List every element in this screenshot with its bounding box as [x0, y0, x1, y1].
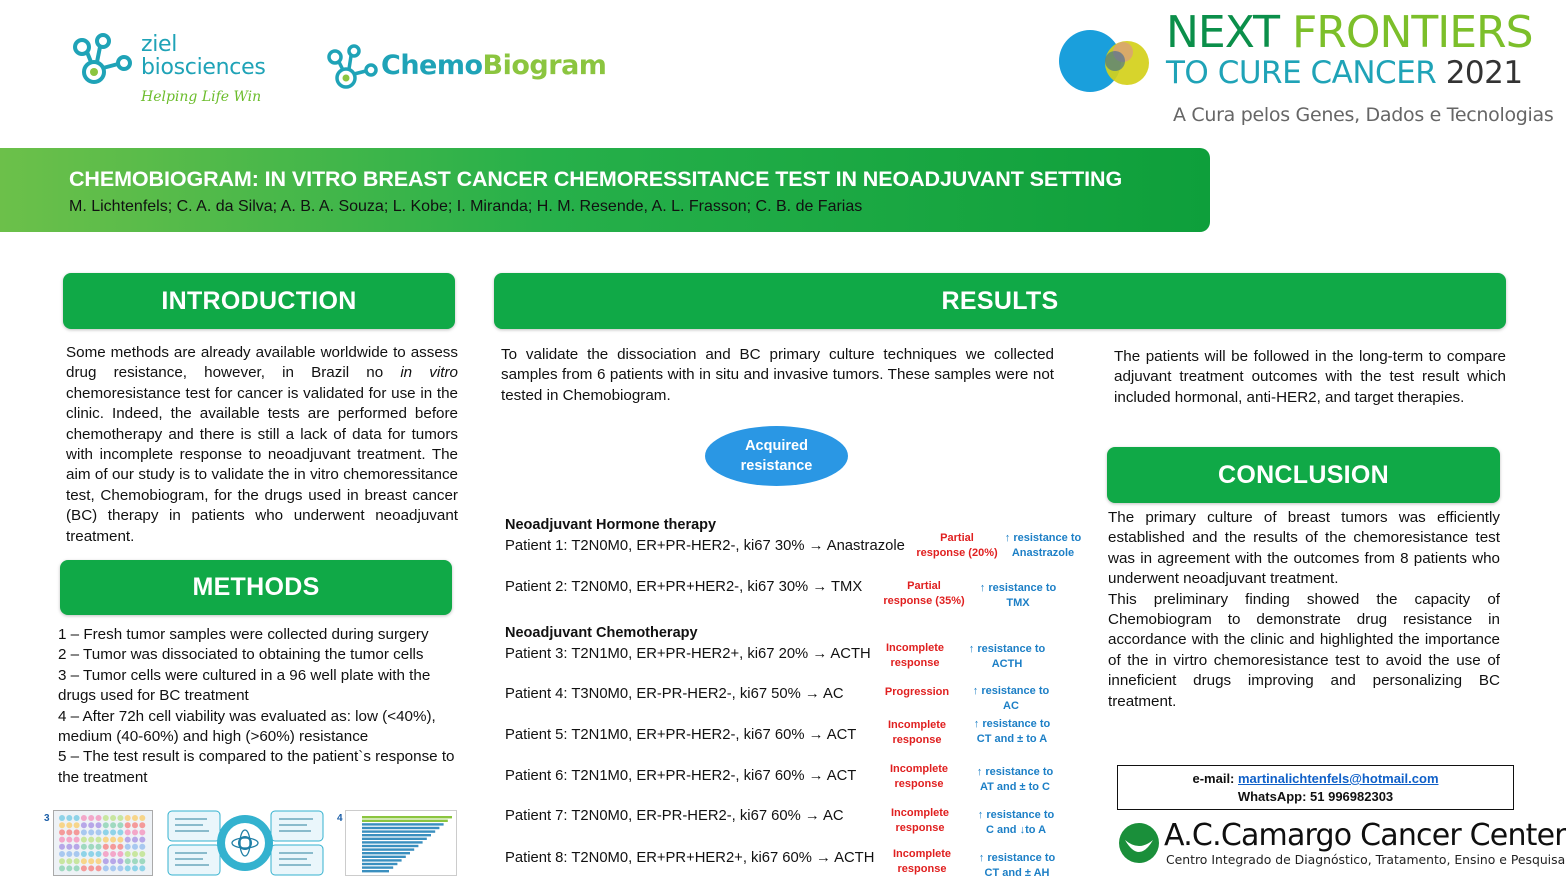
response-line2: response — [895, 822, 945, 834]
resistance-line1: ↑ resistance to — [977, 809, 1055, 821]
patient-6-response — [874, 762, 964, 792]
well-dot — [117, 851, 123, 857]
event-subtitle: A Cura pelos Genes, Dados e Tecnologias — [1173, 104, 1554, 126]
results-followup: The patients will be followed in the long-term to compare adjuvant treatment outcomes with the test result which included hormonal, anti-HER2, and target therapies. — [1114, 348, 1506, 406]
patient-4-response — [872, 685, 962, 700]
response-line1: Progression — [884, 686, 950, 698]
well-dot — [117, 844, 123, 850]
conclusion-heading: CONCLUSION — [1107, 447, 1500, 503]
introduction-text-italic: in vitro — [400, 364, 458, 382]
resistance-line1: ↑ resistance to — [976, 766, 1054, 778]
well-dot — [66, 851, 72, 857]
patient-5-response — [872, 718, 962, 748]
well-dot — [103, 858, 109, 864]
methods-step: 1 – Fresh tumor samples were collected during surgery — [58, 626, 429, 643]
well-dot — [125, 851, 131, 857]
well-dot — [74, 829, 80, 835]
patient-7-text: Patient 7: T2N0M0, ER-PR-HER2-, ki67 60% → AC — [505, 808, 844, 824]
well-dot — [110, 858, 116, 864]
mini-bar — [362, 859, 402, 861]
chemobiogram-molecule-icon — [327, 44, 379, 90]
mini-bar — [362, 820, 448, 822]
event-logo — [1058, 7, 1554, 133]
event-title-line1 — [1166, 7, 1533, 58]
ziel-tagline: Helping Life Win — [141, 89, 262, 105]
well-dot — [103, 815, 109, 821]
mini-bar — [362, 834, 431, 836]
well-plate-figure — [53, 810, 153, 876]
well-dot — [117, 815, 123, 821]
patient-4-resistance — [956, 684, 1066, 714]
group-hormone-therapy: Neoadjuvant Hormone therapy — [505, 517, 717, 533]
well-dot — [88, 851, 94, 857]
response-line2: response — [894, 778, 944, 790]
event-title-cure: TO CURE CANCER — [1166, 55, 1446, 91]
patient-8-resistance — [962, 851, 1072, 881]
well-dot — [132, 844, 138, 850]
response-line1: Incomplete — [890, 807, 950, 819]
email-label: e-mail: — [1192, 771, 1238, 786]
mini-bar — [362, 823, 444, 825]
well-dot — [59, 844, 65, 850]
well-dot — [139, 851, 145, 857]
patient-3-resistance — [952, 642, 1062, 672]
patient-7-response — [875, 806, 965, 836]
mini-bar — [362, 866, 393, 868]
whatsapp-line: WhatsApp: 51 996982303 — [1237, 789, 1394, 804]
well-dot — [125, 837, 131, 843]
well-dot — [125, 858, 131, 864]
well-plate-icon — [54, 811, 153, 876]
resistance-line1: ↑ resistance to — [972, 685, 1050, 697]
well-dot — [74, 837, 80, 843]
well-dot — [103, 851, 109, 857]
mini-bar — [362, 856, 406, 858]
patient-1-text: Patient 1: T2N0M0, ER+PR-HER2-, ki67 30% → Anastrazole — [505, 538, 905, 554]
introduction-text-part1: Some methods are already available worldwide to assess drug resistance, however, in Brazil no — [66, 344, 458, 382]
conclusion-paragraph-1: The primary culture of breast tumors was efficiently established and the results of the chemoresistance test was in agreement with the outcomes from 8 patients who underwent neoadjuvant treatment. — [1108, 509, 1500, 588]
mini-bar — [362, 816, 452, 818]
resistance-line2: AT and ± to C — [980, 781, 1050, 793]
mini-bar — [362, 841, 423, 843]
well-dot — [96, 815, 102, 821]
methods-step: 2 – Tumor was dissociated to obtaining the tumor cells — [58, 646, 424, 664]
well-dot — [96, 844, 102, 850]
poster-authors: M. Lichtenfels; C. A. da Silva; A. B. A. Souza; L. Kobe; I. Miranda; H. M. Resende, A. L. Frasson; C. B. de Farias — [69, 198, 863, 215]
workflow-diagram-icon — [167, 810, 324, 876]
well-dot — [59, 837, 65, 843]
well-dot — [103, 837, 109, 843]
methods-step: 3 – Tumor cells were cultured in a 96 well plate with the drugs used for BC treatment — [58, 666, 431, 705]
well-dot — [110, 837, 116, 843]
email-link[interactable]: martinalichtenfels@hotmail.com — [1238, 771, 1439, 786]
accamargo-symbol-icon — [1118, 822, 1160, 864]
well-dot — [74, 858, 80, 864]
well-dot — [110, 865, 116, 871]
well-dot — [132, 851, 138, 857]
well-dot — [74, 865, 80, 871]
mini-bar — [362, 827, 439, 829]
resistance-line2: CT and ± AH — [984, 867, 1050, 879]
resistance-line1: ↑ resistance to — [1004, 532, 1082, 544]
well-dot — [66, 858, 72, 864]
well-dot — [132, 865, 138, 871]
figure-4-label: 4 — [337, 813, 343, 824]
event-title-next: NEXT — [1166, 7, 1292, 58]
patient-2-text: Patient 2: T2N0M0, ER+PR+HER2-, ki67 30% → TMX — [505, 579, 863, 595]
well-dot — [81, 851, 87, 857]
well-dot — [110, 851, 116, 857]
mini-bar — [362, 848, 414, 850]
resistance-line1: ↑ resistance to — [979, 582, 1057, 594]
response-line2: response — [890, 657, 940, 669]
well-dot — [88, 858, 94, 864]
well-dot — [117, 858, 123, 864]
chemobiogram-word-part2: Biogram — [482, 50, 607, 81]
well-dot — [81, 844, 87, 850]
response-line1: Incomplete — [887, 719, 947, 731]
viability-barchart-figure — [345, 810, 457, 876]
response-line2: response (20%) — [916, 547, 998, 559]
methods-step: 5 – The test result is compared to the patient`s response to the treatment — [58, 748, 455, 786]
patient-7-resistance — [961, 808, 1071, 838]
chemobiogram-logo — [327, 44, 607, 94]
well-dot — [81, 858, 87, 864]
well-dot — [74, 844, 80, 850]
well-dot — [96, 829, 102, 835]
mini-bar — [362, 845, 418, 847]
well-dot — [110, 822, 116, 828]
resistance-line1: ↑ resistance to — [968, 643, 1046, 655]
patient-5-text: Patient 5: T2N1M0, ER+PR-HER2-, ki67 60% → ACT — [505, 727, 857, 743]
well-dot — [66, 822, 72, 828]
response-line1: Incomplete — [892, 848, 952, 860]
event-circles-icon — [1058, 28, 1153, 98]
resistance-line1: ↑ resistance to — [973, 718, 1051, 730]
well-dot — [117, 865, 123, 871]
workflow-diagram-figure — [167, 810, 324, 876]
well-dot — [66, 844, 72, 850]
bubble-line2: resistance — [740, 458, 813, 474]
well-dot — [59, 858, 65, 864]
ziel-logo — [72, 30, 272, 110]
accamargo-name: A.C.Camargo Cancer Center — [1164, 818, 1566, 853]
well-dot — [81, 865, 87, 871]
well-dot — [88, 837, 94, 843]
conclusion-paragraph-2: This preliminary finding showed the capacity of Chemobiogram to demonstrate drug resistance in accordance with the clinic and highlighted the importance of the in virtro chemoresistance test to avoid the use of inneficient drugs improving and personalizing BC treatment. — [1108, 590, 1500, 710]
poster-title: CHEMOBIOGRAM: IN VITRO BREAST CANCER CHEMORESSITANCE TEST IN NEOADJUVANT SETTING — [69, 167, 1123, 191]
patient-2-response — [879, 579, 969, 609]
well-dot — [110, 829, 116, 835]
well-dot — [125, 815, 131, 821]
well-dot — [132, 829, 138, 835]
resistance-line2: CT and ± to A — [976, 733, 1048, 745]
patient-1-resistance — [988, 531, 1098, 561]
methods-list — [58, 625, 458, 788]
well-dot — [96, 822, 102, 828]
resistance-line2: C and ↓to A — [985, 824, 1047, 836]
introduction-text — [66, 343, 458, 547]
well-dot — [74, 851, 80, 857]
well-dot — [125, 822, 131, 828]
well-dot — [125, 844, 131, 850]
contact-box — [1117, 765, 1514, 810]
results-heading: RESULTS — [494, 273, 1506, 329]
well-dot — [132, 858, 138, 864]
ziel-molecule-icon — [72, 32, 134, 86]
well-dot — [139, 815, 145, 821]
well-dot — [132, 837, 138, 843]
well-dot — [81, 815, 87, 821]
well-dot — [59, 822, 65, 828]
well-dot — [139, 858, 145, 864]
well-dot — [74, 815, 80, 821]
well-dot — [139, 822, 145, 828]
well-dot — [88, 822, 94, 828]
well-dot — [96, 858, 102, 864]
response-line1: Incomplete — [885, 642, 945, 654]
patient-8-response — [877, 847, 967, 877]
accamargo-subtitle: Centro Integrado de Diagnóstico, Tratamento, Ensino e Pesquisa — [1166, 852, 1566, 867]
bubble-line1: Acquired — [745, 438, 808, 454]
patient-3-response — [870, 641, 960, 671]
well-dot — [88, 815, 94, 821]
mini-bar — [362, 870, 389, 872]
event-title-frontiers: FRONTIERS — [1291, 7, 1533, 58]
well-dot — [81, 837, 87, 843]
patient-8-text: Patient 8: T2N0M0, ER+PR+HER2+, ki67 60% → ACTH — [505, 850, 875, 866]
acquired-resistance-bubble — [705, 426, 848, 486]
well-dot — [103, 844, 109, 850]
well-dot — [81, 829, 87, 835]
resistance-line2: TMX — [1006, 597, 1030, 609]
well-dot — [88, 865, 94, 871]
email-line — [1118, 770, 1513, 788]
mini-bar — [362, 852, 410, 854]
event-title-year: 2021 — [1445, 55, 1523, 91]
well-dot — [66, 865, 72, 871]
well-dot — [74, 822, 80, 828]
chemobiogram-word-part1: Chemo — [381, 50, 483, 81]
patient-2-resistance — [963, 581, 1073, 611]
group-chemotherapy: Neoadjuvant Chemotherapy — [505, 625, 698, 641]
conclusion-text — [1108, 508, 1500, 712]
well-dot — [117, 822, 123, 828]
ziel-biosciences-word: biosciences — [141, 55, 266, 80]
well-dot — [117, 837, 123, 843]
well-dot — [88, 829, 94, 835]
well-dot — [132, 815, 138, 821]
mini-bar — [362, 838, 427, 840]
introduction-heading: INTRODUCTION — [63, 273, 455, 329]
well-dot — [110, 844, 116, 850]
methods-heading: METHODS — [60, 560, 452, 615]
well-dot — [139, 865, 145, 871]
introduction-text-part2: chemoresistance test for cancer is validated for use in the clinic. Indeed, the available tests are performed before chemotherapy and there is still a lack of data for tumors with incomplete response to neoadjuvant treatment. The aim of our study is to validate the in vitro chemoressitance test, Chemobiogram, for the drugs used in breast cancer (BC) therapy in patients who underwent neoadjuvant treatment. — [66, 384, 458, 545]
well-dot — [96, 837, 102, 843]
well-dot — [81, 822, 87, 828]
response-line2: response (35%) — [883, 595, 965, 607]
response-line2: response — [897, 863, 947, 875]
response-line1: Partial — [940, 532, 974, 544]
results-intro: To validate the dissociation and BC primary culture techniques we collected samples from 6 patients with in situ and invasive tumors. These samples were not tested in Chemobiogram. — [501, 346, 1054, 404]
ziel-word: ziel — [141, 32, 178, 57]
patient-6-resistance — [960, 765, 1070, 795]
patient-4-text: Patient 4: T3N0M0, ER-PR-HER2-, ki67 50% → AC — [505, 686, 844, 702]
well-dot — [103, 865, 109, 871]
resistance-line2: Anastrazole — [1011, 547, 1075, 559]
response-line2: response — [892, 734, 942, 746]
well-dot — [96, 865, 102, 871]
well-dot — [59, 851, 65, 857]
well-dot — [117, 829, 123, 835]
well-dot — [88, 844, 94, 850]
well-dot — [59, 865, 65, 871]
resistance-line2: AC — [1003, 700, 1019, 712]
event-title-line2 — [1166, 56, 1523, 90]
response-line1: Incomplete — [889, 763, 949, 775]
viability-barchart-icon — [346, 811, 458, 877]
response-line1: Partial — [907, 580, 941, 592]
well-dot — [139, 837, 145, 843]
well-dot — [139, 844, 145, 850]
well-dot — [125, 829, 131, 835]
well-dot — [66, 829, 72, 835]
accamargo-logo — [1118, 818, 1566, 870]
well-dot — [59, 815, 65, 821]
methods-step: 4 – After 72h cell viability was evaluated as: low (<40%), medium (40-60%) and high (>60%) resistance — [58, 707, 436, 746]
patient-6-text: Patient 6: T2N1M0, ER+PR-HER2-, ki67 60% → ACT — [505, 768, 857, 784]
well-dot — [66, 837, 72, 843]
mini-bar — [362, 830, 435, 832]
chemobiogram-wordmark — [381, 50, 606, 81]
patient-5-resistance — [957, 717, 1067, 747]
resistance-line2: ACTH — [991, 658, 1023, 670]
well-dot — [103, 822, 109, 828]
resistance-line1: ↑ resistance to — [978, 852, 1056, 864]
well-dot — [139, 829, 145, 835]
patient-3-text: Patient 3: T2N1M0, ER+PR-HER2+, ki67 20% → ACTH — [505, 646, 871, 662]
well-dot — [66, 815, 72, 821]
well-dot — [96, 851, 102, 857]
well-dot — [110, 815, 116, 821]
well-dot — [103, 829, 109, 835]
figure-3-label: 3 — [44, 813, 50, 824]
well-dot — [59, 829, 65, 835]
mini-bar — [362, 863, 397, 865]
well-dot — [125, 865, 131, 871]
well-dot — [132, 822, 138, 828]
